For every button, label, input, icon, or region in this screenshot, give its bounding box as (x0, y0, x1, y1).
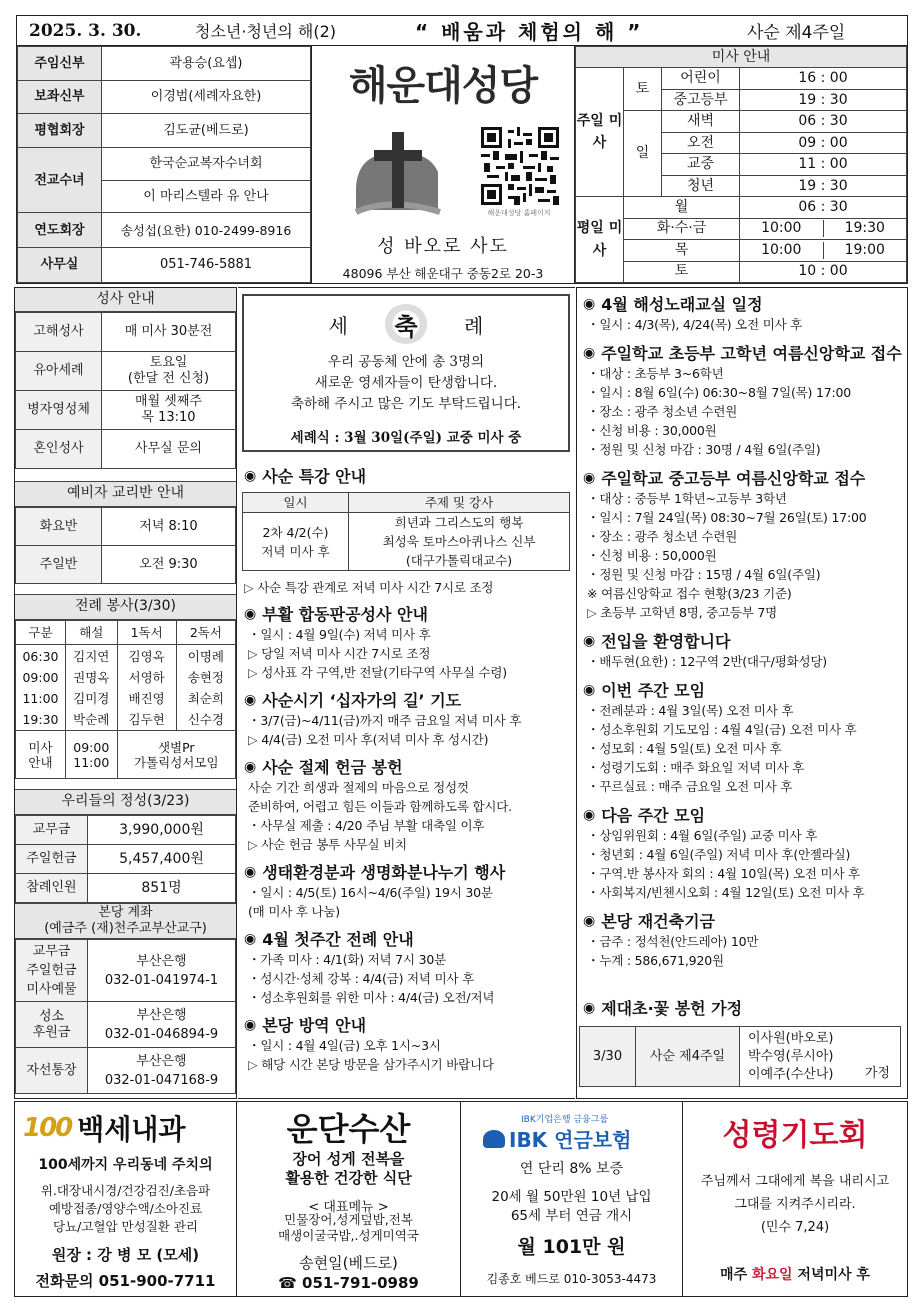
staff-role: 주임신부 (18, 47, 102, 81)
liturgy-head: 2독서 (176, 621, 235, 645)
staff-name: 곽용승(요셉) (102, 47, 311, 81)
account-title: 본당 계좌 (예금주 (재)천주교부산교구) (15, 903, 236, 939)
sacrament-title: 성사 안내 (15, 288, 236, 312)
office-phone: 051-746-5881 (102, 248, 311, 283)
clinic-slogan: 100세까지 우리동네 주치의 (38, 1157, 213, 1173)
notice-item: ▷ 성사표 각 구역,반 전달(기타구역 사무실 수령) (244, 663, 572, 682)
mass-time: 19:30 (844, 220, 885, 237)
section-title: 주일학교 초등부 고학년 여름신앙학교 접수 (601, 344, 902, 363)
mass-day: 화·수·금 (624, 218, 740, 239)
sunday-mass-label: 주일 미사 (576, 68, 624, 197)
insurance-ad (461, 1102, 683, 1296)
liturgy-times: 06:30 09:00 11:00 19:30 (16, 645, 66, 731)
mass-schedule (574, 46, 908, 284)
notice-item: ・ 성령기도회 : 매주 화요일 저녁 미사 후 (583, 758, 903, 777)
notice-item: ・ 금주 : 정석천(안드레아) 10만 (583, 932, 903, 951)
flower-families: 이사원(바오로) 박수영(루시아) 이예주(수산나) (748, 1030, 834, 1082)
offering-amount: 3,990,000원 (88, 816, 236, 845)
mass-day: 월 (624, 197, 740, 218)
notice-item: (매 미사 후 나눔) (248, 904, 340, 919)
notice-item: ・ 성소후원회 기도모임 : 4월 4일(금) 오전 미사 후 (583, 720, 903, 739)
notice-item: ・ 대상 : 중등부 1학년~고등부 3학년 (583, 489, 903, 508)
sunday-label: 일 (624, 111, 662, 197)
notice-item: ・ 성모회 : 4월 5일(토) 오전 미사 후 (583, 739, 903, 758)
mission-group: 샛별Pr 가톨릭성서모임 (117, 731, 235, 779)
clinic-name: 백세내과 (77, 1113, 186, 1146)
mass-name: 중고등부 (662, 89, 740, 110)
notice-heading (583, 909, 903, 932)
notice-item: ※ 여름신앙학교 접수 현황(3/23 기준) (583, 584, 903, 603)
notice-item: ▷ 사순 헌금 봉투 사무실 비치 (244, 835, 572, 854)
notice-item: ・ 누계 : 586,671,920원 (583, 951, 903, 970)
right-column (576, 287, 908, 1099)
notice-item: ・ 성소후원회를 위한 미사 : 4/4(금) 오전/저녁 (244, 988, 572, 1007)
mass-time: 19:00 (844, 241, 885, 258)
notice-heading (244, 755, 572, 778)
mass-time: 10:00 (740, 220, 824, 237)
notice-heading (244, 602, 572, 625)
bullet-icon: ◉ (244, 605, 257, 622)
staff-name: 송성섭(요한) 010-2499-8916 (102, 213, 311, 248)
notice-section (583, 909, 903, 970)
mass-title: 미사 안내 (576, 47, 907, 68)
mass-name: 어린이 (662, 68, 740, 89)
clinic-director: 원장 : 강 병 모 (모세) (51, 1246, 200, 1264)
church-identity (312, 46, 574, 284)
notice-item: ・ 가족 미사 : 4/1(화) 저녁 7시 30분 (244, 950, 572, 969)
notice-section (583, 292, 903, 334)
baptism-title-left: 세 (328, 313, 348, 338)
account-purpose: 자선통장 (16, 1048, 88, 1094)
section-title: 이번 주간 모임 (601, 681, 706, 700)
section-title: 사순 특강 안내 (262, 467, 367, 486)
ibk-logo-icon (483, 1130, 505, 1148)
notice-heading (583, 803, 903, 826)
sacrament-table (15, 312, 236, 469)
mass-name: 오전 (662, 132, 740, 153)
class-time: 저녁 8:10 (102, 508, 236, 546)
insurance-brand: IBK 연금보험 (509, 1128, 632, 1152)
notice-item: ・ 사무실 제출 : 4/20 주님 부활 대축일 이후 (244, 816, 572, 835)
mission-label: 미사 안내 (16, 731, 66, 779)
baptism-ceremony: 세례식 : 3월 30일(주일) 교중 미사 중 (290, 430, 522, 446)
prayer-schedule (683, 1264, 907, 1284)
mass-time: 10:00 (740, 242, 824, 259)
mass-name: 청년 (662, 175, 740, 196)
notice-item: ・ 전례분과 : 4월 3일(목) 오전 미사 후 (583, 701, 903, 720)
flower-suffix: 가정 (864, 1066, 890, 1082)
qr-caption: 해운대성당 홈페이지 (487, 209, 551, 217)
account-purpose: 교무금 주일헌금 미사예물 (16, 940, 88, 1002)
staff-role: 전교수녀 (18, 148, 102, 213)
church-address: 48096 부산 해운대구 중동2로 20-3 (342, 266, 544, 281)
insurance-group: IBK기업은행 금융그룹 (521, 1115, 609, 1125)
notice-heading (583, 466, 903, 489)
notice-item: ・ 일시 : 8월 6일(수) 06:30~8월 7일(목) 17:00 (583, 383, 903, 402)
prayer-verse: 주님께서 그대에게 복을 내리시고 그대를 지켜주시리라. (민수 7,24) (700, 1174, 890, 1235)
staff-role: 보좌신부 (18, 80, 102, 114)
year-theme: “ 배움과 체험의 해 ” (415, 20, 644, 44)
liturgy-title: 전례 봉사(3/30) (15, 594, 236, 620)
offering-name: 참례인원 (16, 874, 88, 903)
left-column (14, 287, 237, 1099)
church-name: 해운대성당 (348, 63, 538, 109)
notice-heading (583, 341, 903, 364)
notice-section (583, 466, 903, 622)
flower-week: 사순 제4주일 (636, 1027, 740, 1087)
mass-name: 새벽 (662, 111, 740, 132)
notice-item: ・ 성시간·성체 강복 : 4/4(금) 저녁 미사 후 (244, 969, 572, 988)
right-notices (583, 292, 903, 977)
catechumen-title: 예비자 교리반 안내 (15, 481, 236, 507)
bullet-icon: ◉ (244, 863, 257, 880)
bulletin-header (16, 15, 908, 46)
bullet-icon: ◉ (244, 691, 257, 708)
section-title: 주일학교 중고등부 여름신앙학교 접수 (601, 469, 866, 488)
notice-heading (244, 1013, 572, 1036)
notice-item: ・ 일시 : 4/3(목), 4/24(목) 오전 미사 후 (583, 315, 903, 334)
clinic-services: 위.대장내시경/건강검진/초음파 예방접종/영양수액/소아진료 당뇨/고혈압 만성질환 관리 (40, 1183, 211, 1234)
notice-item: ・ 꾸르실료 : 매주 금요일 오전 미사 후 (583, 777, 903, 796)
notice-item: ・ 사회복지/빈첸시오회 : 4월 12일(토) 오전 미사 후 (583, 883, 903, 902)
liturgy-head: 구분 (16, 621, 66, 645)
flower-date: 3/30 (580, 1027, 636, 1087)
restaurant-owner: 송현일(베드로) (299, 1254, 398, 1272)
menu-title: < 대표메뉴 > (308, 1200, 389, 1215)
notice-section (583, 803, 903, 902)
sacrament-info: 사무실 문의 (102, 430, 236, 469)
bullet-icon: ◉ (583, 912, 596, 929)
bullet-icon: ◉ (244, 467, 257, 484)
notice-item: 준비하여, 어렵고 힘든 이들과 함께하도록 합시다. (248, 799, 512, 814)
mass-time: 11 : 00 (740, 154, 907, 175)
notice-section (244, 755, 572, 854)
section-title: 4월 첫주간 전례 안내 (262, 930, 414, 949)
staff-name: 이 마리스텔라 유 안나 (102, 180, 311, 213)
section-title: 다음 주간 모임 (601, 806, 706, 825)
mission-time: 09:00 11:00 (66, 731, 118, 779)
mass-time: 09 : 00 (740, 132, 907, 153)
mass-time: 10 : 00 (740, 261, 907, 282)
bulletin-date: 2025. 3. 30. (29, 20, 142, 41)
sacrament-name: 혼인성사 (16, 430, 102, 469)
liturgy-head: 해설 (66, 621, 118, 645)
first-readers: 김영옥 서영하 배진영 김두현 (117, 645, 176, 731)
lecture-topic: 희년과 그리스도의 행복 최성욱 토마스아퀴나스 신부 (대구가톨릭대교수) (349, 513, 570, 571)
section-title: 본당 방역 안내 (262, 1016, 367, 1035)
prayer-group-title: 성령기도회 (722, 1118, 868, 1153)
account-number: 부산은행 032-01-047168-9 (88, 1048, 236, 1094)
section-title: 부활 합동판공성사 안내 (262, 605, 428, 624)
clinic-ad (15, 1102, 237, 1296)
notice-item: ・ 일시 : 4/5(토) 16시~4/6(주일) 19시 30분 (244, 883, 572, 902)
lecture-head: 일시 (243, 493, 349, 513)
church-patron: 성 바오로 사도 (377, 236, 509, 257)
offering-name: 주일헌금 (16, 845, 88, 874)
bullet-icon: ◉ (583, 344, 596, 361)
schedule-prefix: 매주 (720, 1267, 752, 1283)
notice-item: 사순 기간 희생과 절제의 마음으로 정성껏 (248, 780, 469, 795)
section-title: 사순시기 ‘십자가의 길’ 기도 (262, 691, 462, 710)
offering-name: 교무금 (16, 816, 88, 845)
class-name: 주일반 (16, 546, 102, 584)
schedule-day: 화요일 (751, 1267, 793, 1283)
notice-item: ▷ 4/4(금) 오전 미사 후(저녁 미사 후 성시간) (244, 730, 572, 749)
mass-time: 19 : 30 (740, 89, 907, 110)
flower-heading (583, 996, 742, 1019)
notice-item: ・ 3/7(금)~4/11(금)까지 매주 금요일 저녁 미사 후 (244, 711, 572, 730)
staff-role: 평협회장 (18, 114, 102, 148)
clinic-logo: 100 (23, 1113, 72, 1143)
section-title: 전입을 환영합니다 (601, 632, 731, 651)
year-theme-prefix: 청소년·청년의 해(2) (195, 22, 337, 41)
bullet-icon: ◉ (583, 681, 596, 698)
baptism-box (242, 294, 570, 452)
notice-section (244, 602, 572, 682)
prayer-group-ad (683, 1102, 907, 1296)
ad-strip (14, 1101, 908, 1297)
notice-heading (583, 292, 903, 315)
notice-item: ・ 청년회 : 4월 6일(주일) 저녁 미사 후(안젤라실) (583, 845, 903, 864)
qr-code (480, 126, 558, 204)
lent-lecture-table (242, 492, 570, 571)
account-number: 부산은행 032-01-046894-9 (88, 1002, 236, 1048)
commentators: 김지연 권명옥 김미경 박순례 (66, 645, 118, 731)
notice-item: ・ 일시 : 4월 9일(수) 저녁 미사 후 (244, 625, 572, 644)
notice-item: ・ 장소 : 광주 청소년 수련원 (583, 402, 903, 421)
liturgical-week: 사순 제4주일 (747, 23, 846, 43)
notice-section (583, 341, 903, 459)
notice-section (583, 678, 903, 796)
bullet-icon: ◉ (583, 806, 596, 823)
celebration-emblem (384, 304, 428, 344)
restaurant-name: 운단수산 (286, 1110, 411, 1148)
offering-amount: 5,457,400원 (88, 845, 236, 874)
notice-item: ・ 장소 : 광주 청소년 수련원 (583, 527, 903, 546)
sacrament-name: 유아세례 (16, 352, 102, 391)
bullet-icon: ◉ (583, 999, 596, 1016)
notice-item: ・ 상임위원회 : 4월 6일(주일) 교중 미사 후 (583, 826, 903, 845)
sacrament-name: 병자영성체 (16, 391, 102, 430)
mass-name: 교중 (662, 154, 740, 175)
baptism-title-right: 례 (464, 313, 484, 338)
staff-role: 사무실 (18, 248, 102, 283)
notice-item: ・ 신청 비용 : 30,000원 (583, 421, 903, 440)
staff-table (16, 46, 312, 284)
notice-item: ・ 일시 : 7월 24일(목) 08:30~7월 26일(토) 17:00 (583, 508, 903, 527)
insurance-rate: 연 단리 8% 보증 (519, 1161, 624, 1177)
class-time: 오전 9:30 (102, 546, 236, 584)
baptism-message: 우리 공동체 안에 총 3명의 새로운 영세자들이 탄생합니다. 축하해 주시고 많은 기도 부탁드립니다. (290, 354, 522, 412)
baptism-title-center: 축 (394, 312, 418, 341)
class-name: 화요반 (16, 508, 102, 546)
bullet-icon: ◉ (583, 295, 596, 312)
sacrament-info: 토요일 (한달 전 신청) (102, 352, 236, 391)
notice-heading (244, 688, 572, 711)
lecture-date: 2차 4/2(수) 저녁 미사 후 (243, 513, 349, 571)
second-readers: 이명례 송현정 최순희 신수경 (176, 645, 235, 731)
weekday-mass-label: 평일 미사 (576, 197, 624, 283)
notice-heading (244, 927, 572, 950)
staff-role: 연도회장 (18, 213, 102, 248)
bullet-icon: ◉ (244, 1016, 257, 1033)
section-title: 본당 재건축기금 (601, 912, 715, 931)
saturday-label: 토 (624, 68, 662, 111)
middle-column (238, 287, 575, 1099)
insurance-agent: 김종호 베드로 010-3053-4473 (486, 1272, 657, 1286)
notice-item: ・ 정원 및 신청 마감 : 30명 / 4월 6일(주일) (583, 440, 903, 459)
schedule-suffix: 저녁미사 후 (792, 1267, 870, 1283)
restaurant-phone: ☎ 051-791-0989 (278, 1274, 419, 1292)
notice-heading (244, 860, 572, 883)
mass-time: 06 : 30 (740, 197, 907, 218)
mass-day: 목 (624, 240, 740, 261)
notice-item: ・ 배두현(요한) : 12구역 2반(대구/평화성당) (583, 652, 903, 671)
restaurant-slogan: 장어 성게 전복을 활용한 건강한 식단 (285, 1150, 412, 1187)
attendance-count: 851명 (88, 874, 236, 903)
notice-item: ・ 구역.반 봉사자 회의 : 4월 10일(목) 오전 미사 후 (583, 864, 903, 883)
notice-heading (583, 629, 903, 652)
staff-name: 김도균(베드로) (102, 114, 311, 148)
bullet-icon: ◉ (244, 758, 257, 775)
notice-section (244, 860, 572, 921)
notice-heading (583, 678, 903, 701)
sacrament-info: 매 미사 30분전 (102, 313, 236, 352)
notice-item: ▷ 해당 시간 본당 방문을 삼가주시기 바랍니다 (244, 1055, 572, 1074)
bullet-icon: ◉ (244, 930, 257, 947)
notice-item: ▷ 당일 저녁 미사 시간 7시로 조정 (244, 644, 572, 663)
clinic-phone: 전화문의 051-900-7711 (35, 1272, 216, 1290)
notice-section (244, 1013, 572, 1074)
notice-item: ・ 일시 : 4월 4일(금) 오후 1시~3시 (244, 1036, 572, 1055)
insurance-amount: 월 101만 원 (517, 1236, 626, 1258)
lecture-note: ▷ 사순 특강 관계로 저녁 미사 시간 7시로 조정 (244, 578, 493, 597)
mass-time: 19 : 30 (740, 175, 907, 196)
notice-item: ・ 신청 비용 : 50,000원 (583, 546, 903, 565)
lent-lecture-heading (244, 464, 366, 487)
bullet-icon: ◉ (583, 469, 596, 486)
account-purpose: 성소 후원금 (16, 1002, 88, 1048)
offering-title: 우리들의 정성(3/23) (15, 789, 236, 815)
mass-time: 16 : 00 (740, 68, 907, 89)
church-logo (348, 120, 448, 230)
notice-item: ▷ 초등부 고학년 8명, 중고등부 7명 (583, 603, 903, 622)
staff-name: 한국순교복자수녀회 (102, 148, 311, 181)
staff-name: 이경범(세례자요한) (102, 80, 311, 114)
flower-table (579, 1026, 901, 1087)
menu-items: 민물장어,성게덮밥,전복 매생이굴국밥,.성게미역국 (278, 1212, 419, 1243)
section-title: 사순 절제 헌금 봉헌 (262, 758, 403, 777)
section-title: 생태환경분과 생명화분나누기 행사 (262, 863, 506, 882)
notice-section (244, 688, 572, 749)
notice-item: ・ 대상 : 초등부 3~6학년 (583, 364, 903, 383)
section-title: 4월 해성노래교실 일정 (601, 295, 763, 314)
mass-time: 06 : 30 (740, 111, 907, 132)
restaurant-ad (237, 1102, 461, 1296)
account-number: 부산은행 032-01-041974-1 (88, 940, 236, 1002)
mass-day: 토 (624, 261, 740, 282)
notice-section (583, 629, 903, 671)
notice-item: ・ 정원 및 신청 마감 : 15명 / 4월 6일(주일) (583, 565, 903, 584)
middle-notices (244, 602, 572, 1080)
sacrament-name: 고해성사 (16, 313, 102, 352)
sacrament-info: 매월 셋째주 목 13:10 (102, 391, 236, 430)
bullet-icon: ◉ (583, 632, 596, 649)
liturgy-head: 1독서 (117, 621, 176, 645)
section-title: 제대초·꽃 봉헌 가정 (601, 999, 743, 1018)
lecture-head: 주제 및 강사 (349, 493, 570, 513)
notice-section (244, 927, 572, 1007)
insurance-plan: 20세 월 50만원 10년 납입 65세 부터 연금 개시 (491, 1189, 652, 1224)
